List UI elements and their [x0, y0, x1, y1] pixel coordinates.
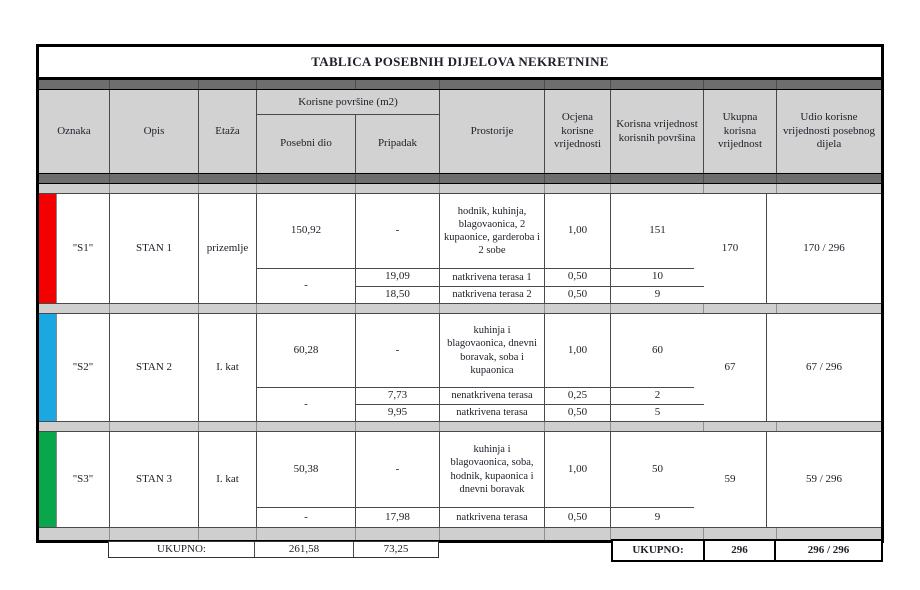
- cell-opis: STAN 1: [110, 194, 199, 303]
- table-row-s3: [39, 432, 881, 528]
- cell-posebni-dio: 50,38: [257, 432, 356, 507]
- cell-posebni-dio: 60,28: [257, 314, 356, 387]
- cell-pripadak: 19,09: [356, 269, 440, 286]
- cell-korisna-vrijednost: 9: [654, 287, 661, 300]
- header-opis: Opis: [110, 90, 199, 173]
- cell-ocjena: 0,50: [545, 269, 611, 286]
- cell-ocjena: 0,50: [545, 405, 611, 421]
- table-row-s1: [39, 194, 881, 304]
- cell-posebni-dio-dash: -: [257, 269, 356, 303]
- cell-prostorije: natkrivena terasa 2: [440, 287, 545, 304]
- cell-pripadak: -: [356, 314, 440, 387]
- color-marker-s1: [39, 194, 57, 303]
- cell-korisna-vrijednost: 60: [652, 343, 663, 356]
- table-row-s2: [39, 314, 881, 422]
- color-marker-s3: [39, 432, 57, 527]
- cell-udio: 67 / 296: [805, 360, 843, 373]
- cell-ocjena: 1,00: [545, 432, 611, 507]
- header-pripadak: Pripadak: [356, 115, 440, 173]
- header-oznaka: Oznaka: [39, 90, 110, 173]
- cell-pripadak: 9,95: [356, 405, 440, 421]
- cell-oznaka: "S3": [57, 432, 110, 527]
- cell-etaza: prizemlje: [199, 194, 257, 303]
- totals-values: [611, 539, 883, 562]
- cell-etaza: I. kat: [199, 314, 257, 421]
- table-header-row: [39, 90, 881, 174]
- cell-korisna-vrijednost: 2: [654, 389, 661, 402]
- header-korisne-povrsine: Korisne površine (m2): [257, 90, 440, 115]
- totals-posebni-dio: 261,58: [255, 542, 354, 557]
- separator-band-light: [39, 422, 881, 432]
- cell-ukupna: 67: [694, 314, 767, 421]
- cell-ocjena: 1,00: [545, 314, 611, 387]
- separator-band-dark: [39, 80, 881, 90]
- cell-ocjena: 0,50: [545, 508, 611, 527]
- cell-ukupna: 59: [694, 432, 767, 527]
- separator-band-dark: [39, 174, 881, 184]
- row-middle-section: [257, 194, 694, 303]
- totals-label-bold: UKUPNO:: [613, 541, 705, 560]
- header-ukupna: Ukupna korisna vrijednost: [704, 90, 777, 173]
- cell-korisna-vrijednost: 9: [654, 510, 661, 523]
- cell-oznaka: "S1": [57, 194, 110, 303]
- totals-surfaces: [108, 541, 439, 558]
- header-posebni-dio: Posebni dio: [257, 115, 356, 173]
- cell-udio: 59 / 296: [805, 472, 843, 485]
- cell-prostorije: nenatkrivena terasa: [440, 388, 545, 404]
- cell-pripadak: 17,98: [356, 508, 440, 527]
- color-marker-s2: [39, 314, 57, 421]
- cell-ocjena: 1,00: [545, 194, 611, 268]
- separator-band-light: [39, 184, 881, 194]
- header-korisna-vrijednost: Korisna vrijednost korisnih površina: [611, 90, 704, 173]
- cell-posebni-dio-dash: -: [257, 388, 356, 421]
- row-middle-section: [257, 314, 694, 421]
- cell-prostorije: natkrivena terasa: [440, 405, 545, 421]
- header-udio: Udio korisne vrijednosti posebnog dijela: [783, 110, 875, 151]
- cell-prostorije: natkrivena terasa: [440, 508, 545, 527]
- cell-korisna-vrijednost: 50: [652, 462, 663, 475]
- cell-prostorije: hodnik, kuhinja, blagovaonica, 2 kupaonice, garderoba i 2 sobe: [440, 194, 545, 268]
- cell-etaza: I. kat: [199, 432, 257, 527]
- totals-ukupna: 296: [705, 541, 776, 560]
- cell-ocjena: 0,50: [545, 287, 611, 304]
- cell-korisna-vrijednost: 5: [654, 406, 661, 419]
- cell-ocjena: 0,25: [545, 388, 611, 404]
- totals-label: UKUPNO:: [109, 542, 255, 557]
- table-title: TABLICA POSEBNIH DIJELOVA NEKRETNINE: [39, 47, 881, 80]
- cell-prostorije: natkrivena terasa 1: [440, 269, 545, 286]
- cell-posebni-dio: 150,92: [257, 194, 356, 268]
- cell-pripadak: -: [356, 432, 440, 507]
- header-ocjena: Ocjena korisne vrijednosti: [545, 90, 611, 173]
- totals-udio: 296 / 296: [807, 543, 850, 556]
- cell-korisna-vrijednost: 151: [649, 224, 666, 237]
- cell-prostorije: kuhinja i blagovaonica, dnevni boravak, soba i kupaonica: [440, 314, 545, 387]
- cell-oznaka: "S2": [57, 314, 110, 421]
- cell-opis: STAN 3: [110, 432, 199, 527]
- cell-ukupna: 170: [694, 194, 767, 303]
- header-etaza: Etaža: [199, 90, 257, 173]
- header-korisne-povrsine-group: [257, 90, 440, 173]
- cell-posebni-dio-dash: -: [257, 508, 356, 527]
- cell-opis: STAN 2: [110, 314, 199, 421]
- separator-band-light: [39, 304, 881, 314]
- cell-prostorije: kuhinja i blagovaonica, soba, hodnik, kupaonica i dnevni boravak: [440, 432, 545, 507]
- row-middle-section: [257, 432, 694, 527]
- real-estate-table: [36, 44, 884, 543]
- cell-udio: 170 / 296: [803, 241, 845, 254]
- cell-pripadak: 18,50: [356, 287, 440, 304]
- cell-pripadak: -: [356, 194, 440, 268]
- cell-korisna-vrijednost: 10: [652, 270, 663, 283]
- header-prostorije: Prostorije: [440, 90, 545, 173]
- cell-pripadak: 7,73: [356, 388, 440, 404]
- totals-pripadak: 73,25: [383, 542, 409, 555]
